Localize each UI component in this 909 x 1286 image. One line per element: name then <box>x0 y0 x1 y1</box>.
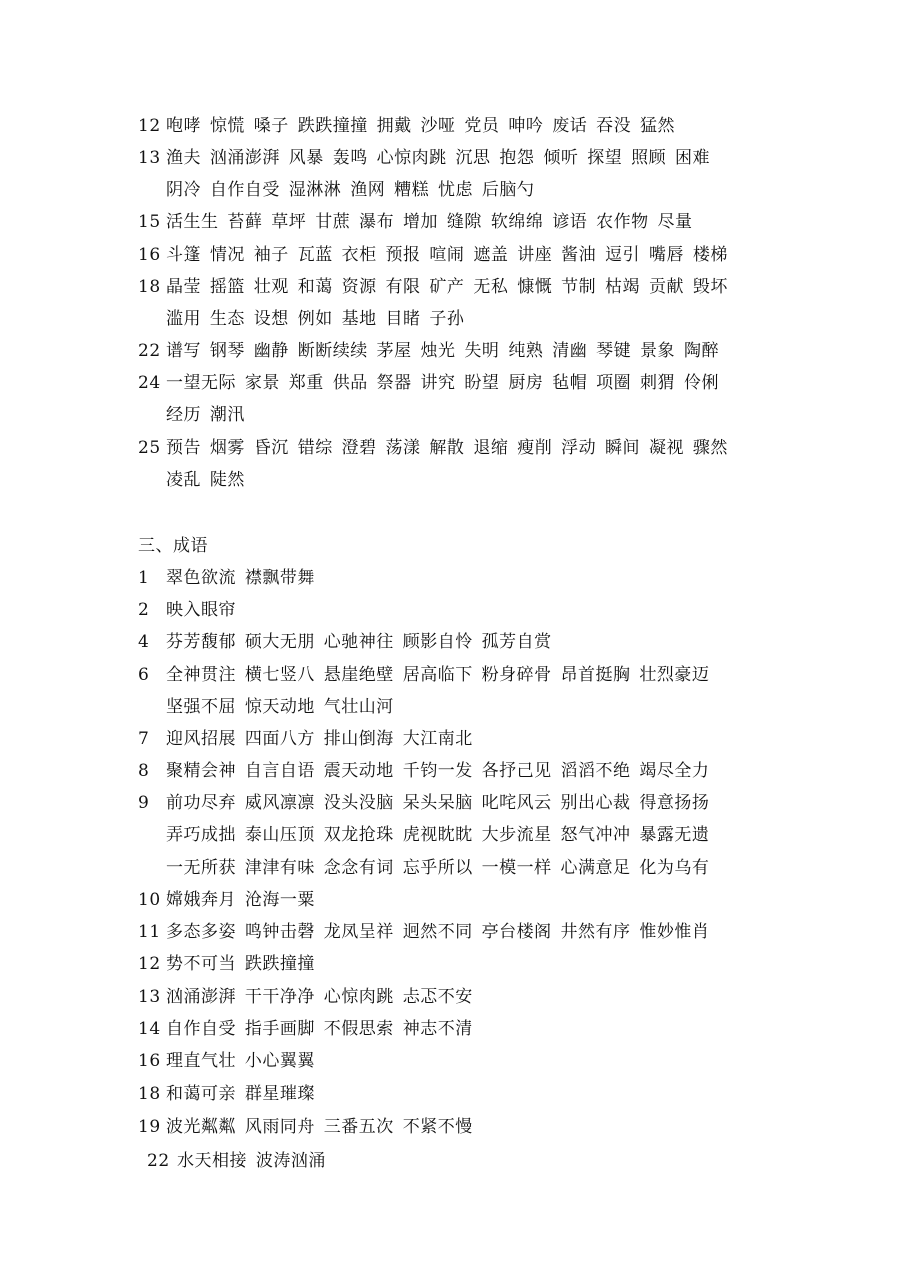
idiom-list: 坚强不屈 惊天动地 气壮山河 <box>166 697 394 717</box>
idiom-list: 映入眼帘 <box>166 600 236 620</box>
idiom-list: 弄巧成拙 泰山压顶 双龙抢珠 虎视眈眈 大步流星 怒气冲冲 暴露无遗 <box>166 825 710 845</box>
lesson-number: 12 <box>138 116 161 136</box>
lesson-number: 13 <box>138 987 161 1007</box>
idiom-list: 汹涌澎湃 干干净净 心惊肉跳 忐忑不安 <box>166 987 473 1007</box>
lesson-number: 22 <box>147 1151 170 1171</box>
word-list: 晶莹 摇篮 壮观 和蔼 资源 有限 矿产 无私 慷慨 节制 枯竭 贡献 毁坏 <box>166 277 728 297</box>
lesson-number: 4 <box>138 632 150 652</box>
lesson-number: 18 <box>138 277 161 297</box>
idiom-list: 波光粼粼 风雨同舟 三番五次 不紧不慢 <box>166 1117 473 1137</box>
word-list: 谱写 钢琴 幽静 断断续续 茅屋 烛光 失明 纯熟 清幽 琴键 景象 陶醉 <box>166 341 719 361</box>
idiom-list: 理直气壮 小心翼翼 <box>166 1051 315 1071</box>
idiom-list: 全神贯注 横七竖八 悬崖绝壁 居高临下 粉身碎骨 昂首挺胸 壮烈豪迈 <box>166 665 710 685</box>
lesson-number: 9 <box>138 793 150 813</box>
lesson-number: 18 <box>138 1084 161 1104</box>
lesson-number: 15 <box>138 212 161 232</box>
lesson-number: 10 <box>138 890 161 910</box>
lesson-number: 7 <box>138 729 150 749</box>
word-list: 一望无际 家景 郑重 供品 祭器 讲究 盼望 厨房 毡帽 项圈 刺猬 伶俐 <box>166 373 719 393</box>
word-list: 咆哮 惊慌 嗓子 跌跌撞撞 拥戴 沙哑 党员 呻吟 废话 吞没 猛然 <box>166 116 676 136</box>
word-list: 渔夫 汹涌澎湃 风暴 轰鸣 心惊肉跳 沉思 抱怨 倾听 探望 照顾 困难 <box>166 148 711 168</box>
idiom-list: 芬芳馥郁 硕大无朋 心驰神往 顾影自怜 孤芳自赏 <box>166 632 552 652</box>
idiom-list: 多态多姿 鸣钟击磬 龙凤呈祥 迥然不同 亭台楼阁 井然有序 惟妙惟肖 <box>166 922 710 942</box>
lesson-number: 8 <box>138 761 150 781</box>
lesson-number: 22 <box>138 341 161 361</box>
lesson-number: 12 <box>138 954 161 974</box>
idiom-list: 势不可当 跌跌撞撞 <box>166 954 315 974</box>
word-list: 活生生 苔藓 草坪 甘蔗 瀑布 增加 缝隙 软绵绵 谚语 农作物 尽量 <box>166 212 693 232</box>
idiom-list: 嫦娥奔月 沧海一粟 <box>166 890 315 910</box>
idiom-list: 和蔼可亲 群星璀璨 <box>166 1084 315 1104</box>
idiom-list: 翠色欲流 襟飘带舞 <box>166 568 315 588</box>
word-list: 凌乱 陡然 <box>166 470 245 490</box>
lesson-number: 14 <box>138 1019 161 1039</box>
lesson-number: 19 <box>138 1117 161 1137</box>
word-list: 经历 潮汛 <box>166 405 245 425</box>
idiom-list: 自作自受 指手画脚 不假思索 神志不清 <box>166 1019 473 1039</box>
idiom-list: 聚精会神 自言自语 震天动地 千钧一发 各抒己见 滔滔不绝 竭尽全力 <box>166 761 710 781</box>
idiom-list: 水天相接 波涛汹涌 <box>177 1151 326 1171</box>
word-list: 阴冷 自作自受 湿淋淋 渔网 糟糕 忧虑 后脑勺 <box>166 180 535 200</box>
word-list: 斗篷 情况 袖子 瓦蓝 衣柜 预报 喧闹 遮盖 讲座 酱油 逗引 嘴唇 楼梯 <box>166 245 728 265</box>
lesson-number: 24 <box>138 373 161 393</box>
lesson-number: 16 <box>138 245 161 265</box>
idiom-list: 一无所获 津津有味 念念有词 忘乎所以 一模一样 心满意足 化为乌有 <box>166 858 710 878</box>
lesson-number: 11 <box>138 922 161 942</box>
section-heading: 三、成语 <box>138 536 208 556</box>
lesson-number: 16 <box>138 1051 161 1071</box>
word-list: 预告 烟雾 昏沉 错综 澄碧 荡漾 解散 退缩 瘦削 浮动 瞬间 凝视 骤然 <box>166 438 728 458</box>
word-list: 滥用 生态 设想 例如 基地 目睹 子孙 <box>166 309 465 329</box>
lesson-number: 6 <box>138 665 150 685</box>
lesson-number: 1 <box>138 568 150 588</box>
lesson-number: 13 <box>138 148 161 168</box>
idiom-list: 前功尽弃 威风凛凛 没头没脑 呆头呆脑 叱咤风云 别出心裁 得意扬扬 <box>166 793 710 813</box>
lesson-number: 2 <box>138 600 150 620</box>
idiom-list: 迎风招展 四面八方 排山倒海 大江南北 <box>166 729 473 749</box>
lesson-number: 25 <box>138 438 161 458</box>
